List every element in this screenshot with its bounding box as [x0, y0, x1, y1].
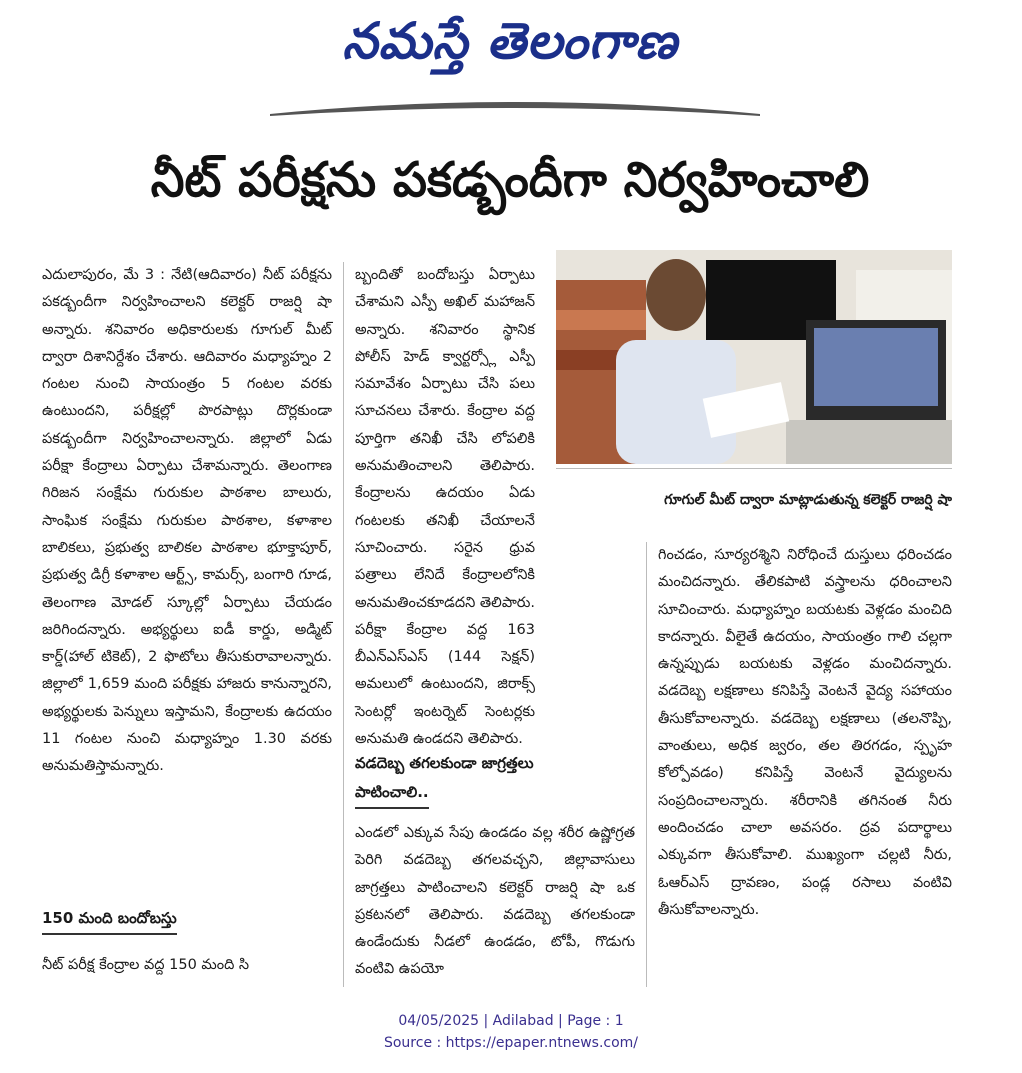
column-2-subhead-wrap [355, 782, 635, 809]
column-1-body: ఎదులాపురం, మే 3 : నేటి(ఆదివారం) నీట్ పరీక్షను పకడ్బందీగా నిర్వహించాలని కలెక్టర్ రాజర్షి షా అన్నారు. శనివారం అధికారులకు గూగుల్ మీట్ ద్వారా దిశానిర్దేశం చేశారు. ఆదివారం మధ్యాహ్నం 2 గంటల నుంచి సాయంత్రం 5 గంటల వరకు ఉంటుందని, పరీక్షల్లో పొరపాట్లు దొర్లకుండా పకడ్బందీగా నిర్వహించాలన్నారు. జిల్లాలో ఏడు పరీక్షా కేంద్రాలు ఏర్పాటు చేశామన్నారు. తెలంగాణ గిరిజన సంక్షేమ గురుకుల పాఠశాల బాలురు, సాంఘిక సంక్షేమ గురుకుల పాఠశాల, కళాశాల బాలికలు, ప్రభుత్వ బాలికల పాఠశాల భూక్తాపూర్, ప్రభుత్వ డిగ్రీ కళాశాల ఆర్ట్స్, కామర్స్, బంగారి గూడ, తెలంగాణ మోడల్ స్కూల్లో ఏర్పాటు చేయడం జరిగిందన్నారు. అభ్యర్థులు ఐడీ కార్డు, అడ్మిట్ కార్డ్(హాల్ టికెట్), 2 ఫొటోలు తీసుకురావాలన్నారు. జిల్లాలో 1,659 మంది పరీక్షకు హాజరు కానున్నారని, అభ్యర్థులకు పెన్నులు ఇస్తామని, కేంద్రాలకు ఉదయం 11 గంటల నుంచి మధ్యాహ్నం 1.30 వరకు అనుమతిస్తామన్నారు. [42, 267, 332, 775]
article-headline: నీట్ పరీక్షను పకడ్బందీగా నిర్వహించాలి [150, 152, 870, 208]
column-divider-1 [343, 262, 344, 987]
masthead-title: నమస్తే తెలంగాణ [342, 12, 678, 70]
column-1-subhead: 150 మంది బందోబస్తు [42, 909, 177, 935]
footer-source-line: Source : https://epaper.ntnews.com/ [383, 1035, 639, 1051]
column-1-tail: నీట్ పరీక్ష కేంద్రాల వద్ద 150 మంది సి [42, 957, 250, 973]
footer-date-line: 04/05/2025 | Adilabad | Page : 1 [398, 1013, 624, 1029]
photo-illustration [556, 250, 952, 464]
masthead-logo [300, 6, 720, 76]
column-2-tail: ఎండలో ఎక్కువ సేపు ఉండడం వల్ల శరీర ఉష్ణోగ్రత పెరిగి వడదెబ్బ తగలవచ్చని, జిల్లావాసులు జాగ్రత్తలు పాటించాలని కలెక్టర్ రాజర్షి షా ఒక ప్రకటనలో తెలిపారు. వడదెబ్బ తగలకుండా ఉండేందుకు నీడలో ఉండడం, టోపీ, గొడుగు వంటివి ఉపయో [355, 825, 635, 978]
column-3-body: గించడం, సూర్యరశ్మిని నిరోధించే దుస్తులు ధరించడం మంచిదన్నారు. తేలికపాటి వస్త్రాలను ధరించాలని సూచించారు. మధ్యాహ్నం బయటకు వెళ్లడం మంచిది కాదన్నారు. వీలైతే ఉదయం, సాయంత్రం గాలి చల్లగా ఉన్నప్పుడు బయటకు వెళ్లడం మంచిదన్నారు. వడదెబ్బ లక్షణాలు కనిపిస్తే వెంటనే వైద్య సహాయం తీసుకోవాలన్నారు. వడదెబ్బ లక్షణాలు (తలనొప్పి, వాంతులు, అధిక జ్వరం, తల తిరగడం, స్పృహ కోల్పోవడం) కనిపిస్తే వెంటనే వైద్యులను సంప్రదించాలన్నారు. శరీరానికి తగినంత నీరు అందించడం చాలా అవసరం. ద్రవ పదార్థాలు ఎక్కువగా తీసుకోవాలి. ముఖ్యంగా చల్లటి నీరు, ఓఆర్ఎస్ ద్రావణం, పండ్ల రసాలు వంటివి తీసుకోవాలన్నారు. [658, 547, 952, 918]
collector-photo [556, 250, 952, 464]
article-column-1 [42, 262, 332, 781]
article-column-3 [658, 542, 952, 924]
column-2-body: బ్బందితో బందోబస్తు ఏర్పాటు చేశామని ఎస్పీ అఖిల్ మహాజన్ అన్నారు. శనివారం స్థానిక పోలీస్ హెడ్ క్వార్టర్స్లో ఎస్పీ సమావేశం ఏర్పాటు చేసి పలు సూచనలు చేశారు. కేంద్రాల వద్ద పూర్తిగా తనిఖీ చేసి లోపలికి అనుమతించాలని తెలిపారు. కేంద్రాలను ఉదయం ఏడు గంటలకు తనిఖీ చేయాలనే సూచించారు. సరైన ధ్రువ పత్రాలు లేనిదే కేంద్రాలలోనికి అనుమతించకూడదని తెలిపారు. పరీక్షా కేంద్రాల వద్ద 163 బీఎన్ఎస్ఎస్ (144 సెక్షన్) అమలులో ఉంటుందని, జిరాక్స్ సెంటర్లో ఇంటర్నెట్ సెంటర్లకు అనుమతి ఉండదని తెలిపారు. [355, 267, 535, 748]
column-1-subhead-wrap [42, 908, 332, 935]
photo-caption-rule [556, 468, 952, 469]
page-footer [0, 1010, 1022, 1054]
article-column-2-continued [355, 542, 635, 738]
masthead-swoosh [270, 96, 760, 116]
column-2-subhead-line2: పాటించాలి.. [355, 783, 429, 809]
photo-caption: గూగుల్ మీట్ ద్వారా మాట్లాడుతున్న కలెక్టర్ రాజర్షి షా [664, 492, 952, 508]
column-divider-2 [646, 542, 647, 987]
column-2-subhead-line1: వడదెబ్బ తగలకుండా జాగ్రత్తలు [355, 754, 534, 772]
